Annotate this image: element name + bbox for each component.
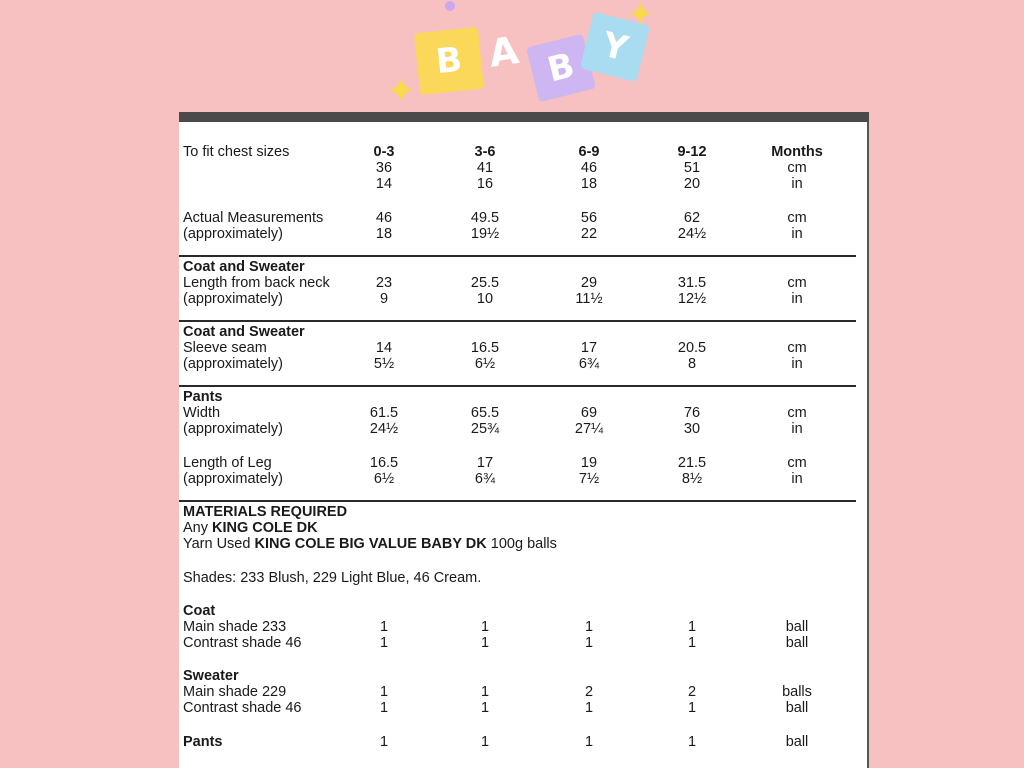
dot-decoration <box>445 1 455 11</box>
sleeve-cm-row: Sleeve seam 14 16.5 17 20.5 cm <box>183 340 807 356</box>
length-in-row: (approximately) 9 10 11½ 12½ in <box>183 291 803 307</box>
pants-width-heading: Pants <box>183 389 223 405</box>
pants-row: Pants 1 1 1 1 ball <box>183 734 809 750</box>
length-heading: Coat and Sweater <box>183 259 305 275</box>
pants-width-in-row: (approximately) 24½ 25¾ 27¼ 30 in <box>183 421 803 437</box>
sweater-main-row: Main shade 229 1 1 2 2 balls <box>183 684 812 700</box>
actual-in-row: (approximately) 18 19½ 22 24½ in <box>183 226 803 242</box>
divider <box>179 320 856 322</box>
materials-shades: Shades: 233 Blush, 229 Light Blue, 46 Cream. <box>183 570 482 586</box>
sleeve-heading: Coat and Sweater <box>183 324 305 340</box>
sizes-in-row: 14 16 18 20 in <box>375 176 803 192</box>
letter-block-y: Y <box>580 12 650 82</box>
sleeve-in-row: (approximately) 5½ 6½ 6¾ 8 in <box>183 356 803 372</box>
materials-yarn: Yarn Used KING COLE BIG VALUE BABY DK 100g balls <box>183 536 557 552</box>
divider <box>179 385 856 387</box>
sizes-cm-row: 36 41 46 51 cm <box>375 160 807 176</box>
pants-leg-cm-row: Length of Leg 16.5 17 19 21.5 cm <box>183 455 807 471</box>
sizes-months-row: To fit chest sizes 0-3 3-6 6-9 9-12 Months <box>183 144 823 160</box>
letter-a: A <box>486 28 522 76</box>
materials-any: Any KING COLE DK <box>183 520 318 536</box>
letter-block-b: B <box>414 27 484 95</box>
pants-width-cm-row: Width 61.5 65.5 69 76 cm <box>183 405 807 421</box>
actual-cm-row: Actual Measurements 46 49.5 56 62 cm <box>183 210 807 226</box>
materials-heading: MATERIALS REQUIRED <box>183 504 348 520</box>
sweater-heading: Sweater <box>183 668 239 684</box>
coat-main-row: Main shade 233 1 1 1 1 ball <box>183 619 809 635</box>
pattern-document <box>179 112 869 768</box>
baby-header <box>0 0 1024 112</box>
divider <box>179 255 856 257</box>
star-icon: ✦ <box>627 0 654 33</box>
divider <box>179 500 856 502</box>
star-icon: ✦ <box>386 71 417 112</box>
letter-block-b-second: B <box>526 34 596 102</box>
sweater-contrast-row: Contrast shade 46 1 1 1 1 ball <box>183 700 809 716</box>
coat-contrast-row: Contrast shade 46 1 1 1 1 ball <box>183 635 809 651</box>
pants-leg-in-row: (approximately) 6½ 6¾ 7½ 8½ in <box>183 471 803 487</box>
length-cm-row: Length from back neck 23 25.5 29 31.5 cm <box>183 275 807 291</box>
coat-heading: Coat <box>183 603 216 619</box>
